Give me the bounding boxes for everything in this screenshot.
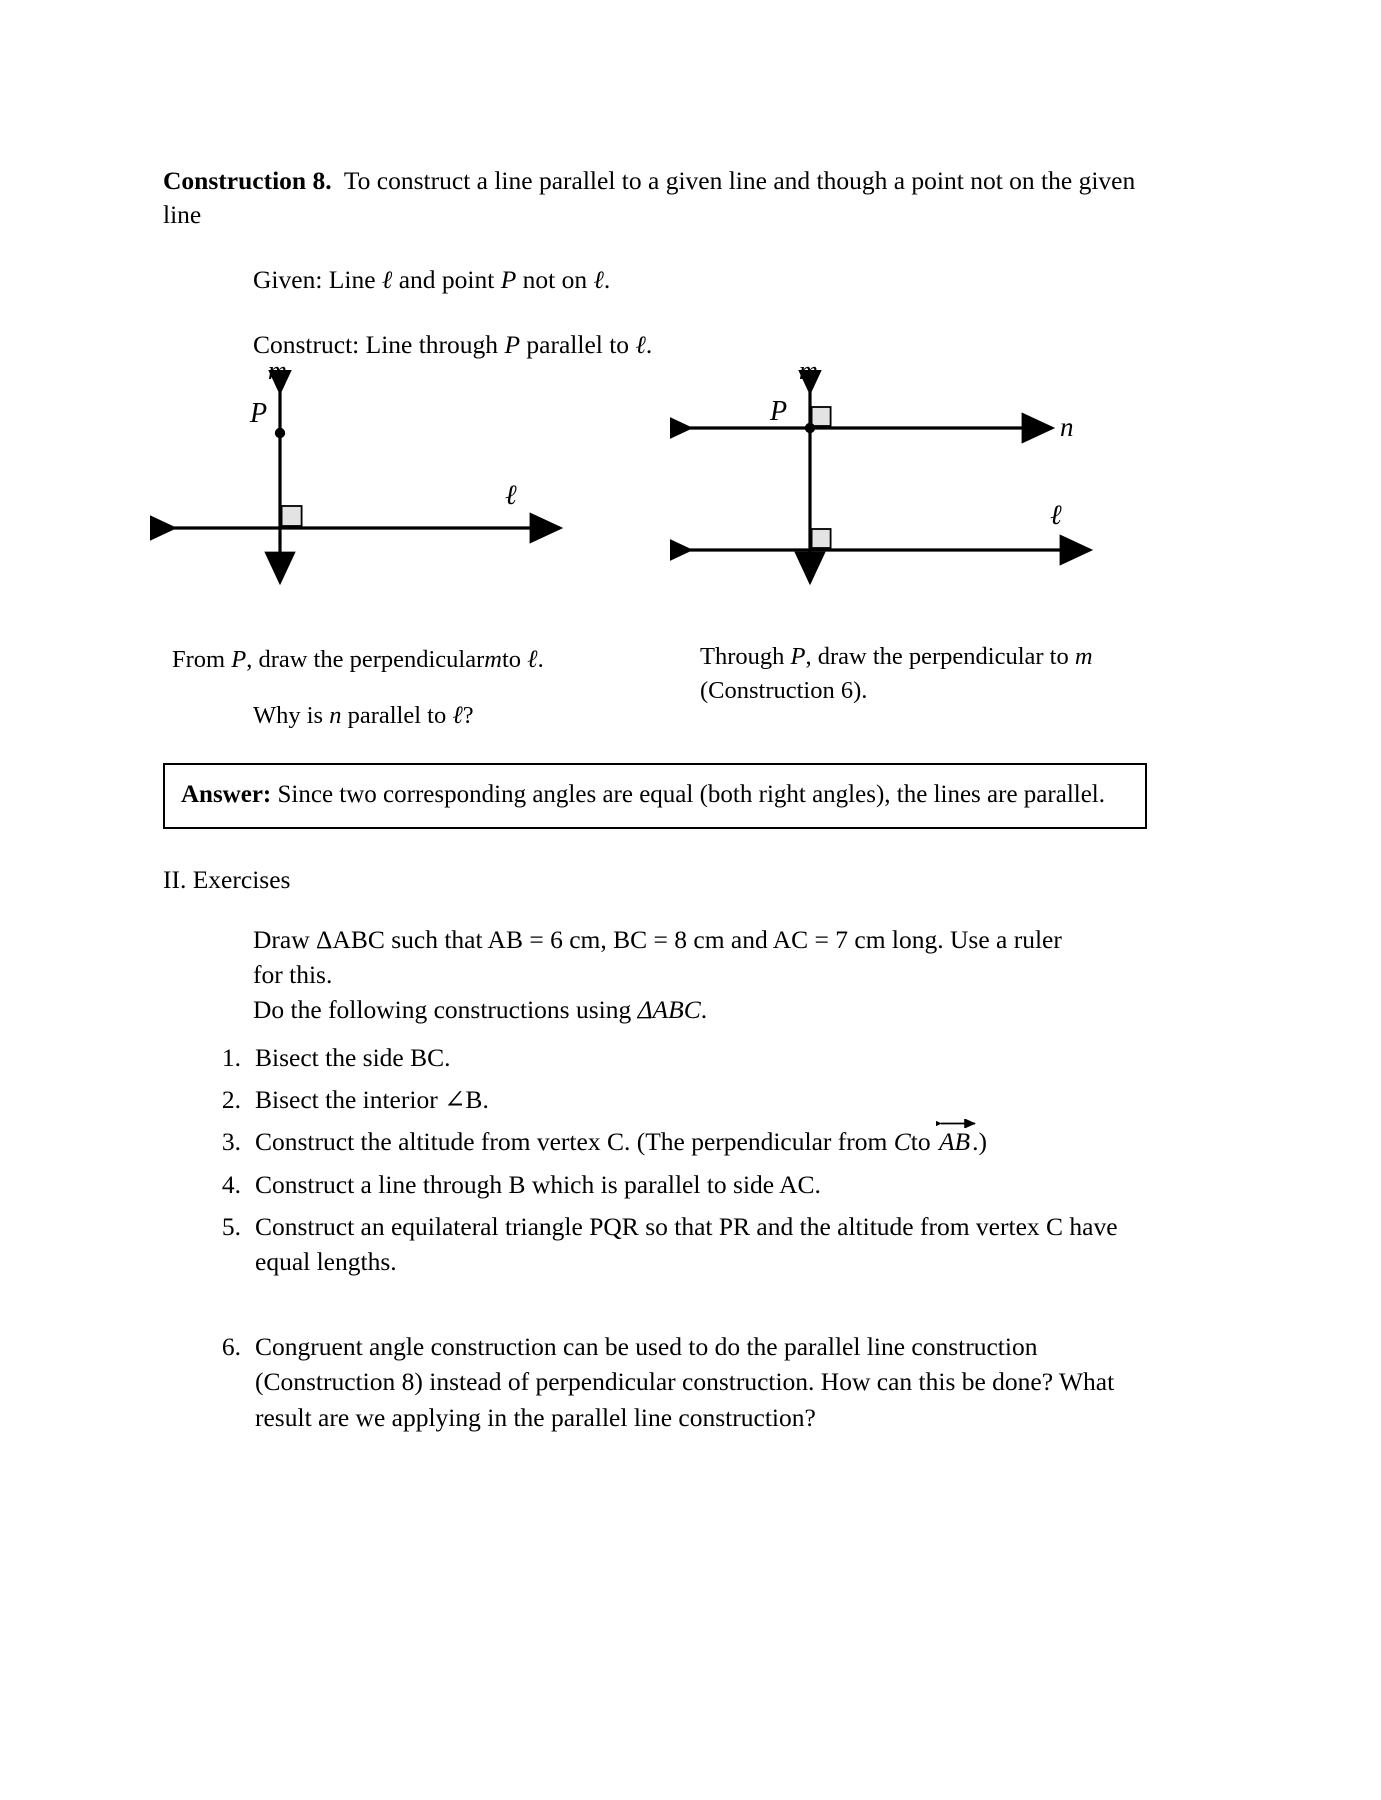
- exercises-intro-triangle: ΔABC: [637, 995, 701, 1025]
- parallel-through-P-figure: [670, 356, 1140, 605]
- answer-text-line: [181, 777, 1129, 813]
- exercise-number-2: 2.: [221, 1085, 241, 1115]
- caption-left-c: to: [501, 646, 522, 673]
- caption-right-c: (Construction 6).: [700, 677, 868, 705]
- exercise-item-4: [207, 1167, 1147, 1202]
- exercise-number-6: 6.: [221, 1332, 241, 1362]
- label-n: n: [1060, 412, 1074, 442]
- caption-left-a: From: [172, 646, 226, 673]
- label-m: m: [799, 356, 818, 385]
- question-c: ?: [462, 702, 474, 729]
- caption-right: [700, 640, 1140, 709]
- question-ell: ℓ: [452, 700, 463, 729]
- exercise-item-1: [207, 1040, 1147, 1075]
- exercise-item-2: [207, 1082, 1147, 1117]
- construct-line-symbol: ℓ: [635, 330, 646, 359]
- construct-prefix: Construct: Line through: [253, 330, 499, 359]
- label-m: m: [268, 356, 287, 385]
- given-statement: [253, 265, 610, 295]
- caption-left-primary: [172, 641, 544, 677]
- caption-left-question: [253, 697, 474, 733]
- exercise-item-6: [207, 1329, 1147, 1435]
- caption-left-m: m: [484, 646, 502, 673]
- exercise-item-5: [207, 1209, 1147, 1279]
- exercise-text-3-after: .): [972, 1127, 987, 1157]
- label-P: P: [770, 396, 788, 427]
- caption-left-b: , draw the perpendicular: [246, 646, 485, 673]
- exercises-section-title: II. Exercises: [163, 865, 291, 894]
- answer-text: Since two corresponding angles are equal (both right angles), the lines are parallel.: [277, 781, 1106, 808]
- exercises-intro-line2-a: Do the following constructions using: [253, 995, 632, 1025]
- construction-heading: [163, 164, 1163, 231]
- given-point-label: P: [500, 265, 517, 294]
- caption-left-point: P: [231, 646, 247, 673]
- exercise-text-3-mid: to: [910, 1127, 931, 1157]
- caption-left-ell: ℓ: [527, 644, 538, 673]
- exercise-list: [207, 1040, 1147, 1442]
- exercise-text-4: Construct a line through B which is parallel to side AC.: [255, 1169, 821, 1199]
- construct-statement: [253, 330, 652, 360]
- question-b: parallel to: [347, 702, 447, 729]
- label-ell: ℓ: [1050, 498, 1062, 531]
- exercise-number-4: 4.: [221, 1169, 241, 1199]
- caption-right-a: Through: [700, 643, 785, 670]
- construction-number-label: Construction 8.: [163, 166, 332, 195]
- given-line-symbol: ℓ: [381, 265, 393, 294]
- exercise-text-5: Construct an equilateral triangle PQR so that PR and the altitude from vertex C have equal lengths.: [255, 1211, 1118, 1276]
- caption-left-d: .: [537, 646, 544, 673]
- caption-right-point: P: [790, 643, 806, 670]
- given-suffix: not on: [522, 265, 588, 294]
- answer-box: [163, 763, 1147, 829]
- label-P: P: [250, 398, 268, 429]
- right-angle-mark-bottom: [812, 529, 831, 548]
- question-a: Why is: [253, 702, 324, 729]
- exercise-3-vertex-c: C: [893, 1127, 911, 1157]
- perpendicular-from-P-figure: [150, 356, 590, 605]
- figure-right-svg: [670, 370, 1140, 600]
- exercise-3-arrow-label: AB: [938, 1127, 971, 1157]
- caption-right-m: m: [1074, 643, 1093, 670]
- exercise-text-1: Bisect the side BC.: [255, 1043, 451, 1072]
- construct-end: .: [645, 330, 653, 359]
- exercises-intro-line1: Draw ΔABC such that AB = 6 cm, BC = 8 cm and AC = 7 cm long. Use a ruler for this.: [253, 925, 1062, 990]
- construction-heading-text: To construct a line parallel to a given line and though a point not on the given line: [163, 166, 1136, 229]
- exercises-intro: [253, 922, 1093, 1028]
- exercise-item-3: [207, 1124, 1147, 1159]
- exercise-text-6: Congruent angle construction can be used to do the parallel line construction (Construction 8) instead of perpendicular construction. How can this be done? What result are we applying in the parallel line construction?: [255, 1332, 1115, 1432]
- exercises-intro-line2: [253, 992, 1093, 1027]
- exercise-text-3-before: Construct the altitude from vertex C. (The perpendicular from: [255, 1127, 888, 1157]
- exercise-number-5: 5.: [221, 1211, 241, 1241]
- question-n: n: [329, 702, 342, 729]
- answer-label: Answer:: [181, 781, 272, 808]
- exercises-intro-line2-c: .: [700, 995, 708, 1025]
- construct-point-label: P: [504, 330, 521, 359]
- exercise-text-2: Bisect the interior ∠B.: [255, 1085, 489, 1115]
- label-ell: ℓ: [505, 478, 517, 511]
- right-angle-mark: [282, 506, 302, 526]
- exercise-number-1: 1.: [221, 1043, 241, 1072]
- construct-mid: parallel to: [526, 330, 630, 359]
- exercise-number-3: 3.: [221, 1127, 241, 1157]
- point-P-dot: [805, 423, 815, 433]
- line-AB-overarrow: [937, 1124, 972, 1159]
- caption-right-b: , draw the perpendicular to: [805, 643, 1069, 670]
- figure-left-svg: [150, 370, 590, 600]
- right-angle-mark-top: [812, 407, 831, 426]
- given-line-symbol-2: ℓ: [593, 265, 604, 294]
- given-prefix: Given: Line: [253, 265, 376, 294]
- given-end: .: [603, 265, 611, 294]
- point-P-dot: [275, 428, 285, 438]
- given-mid: and point: [398, 265, 495, 294]
